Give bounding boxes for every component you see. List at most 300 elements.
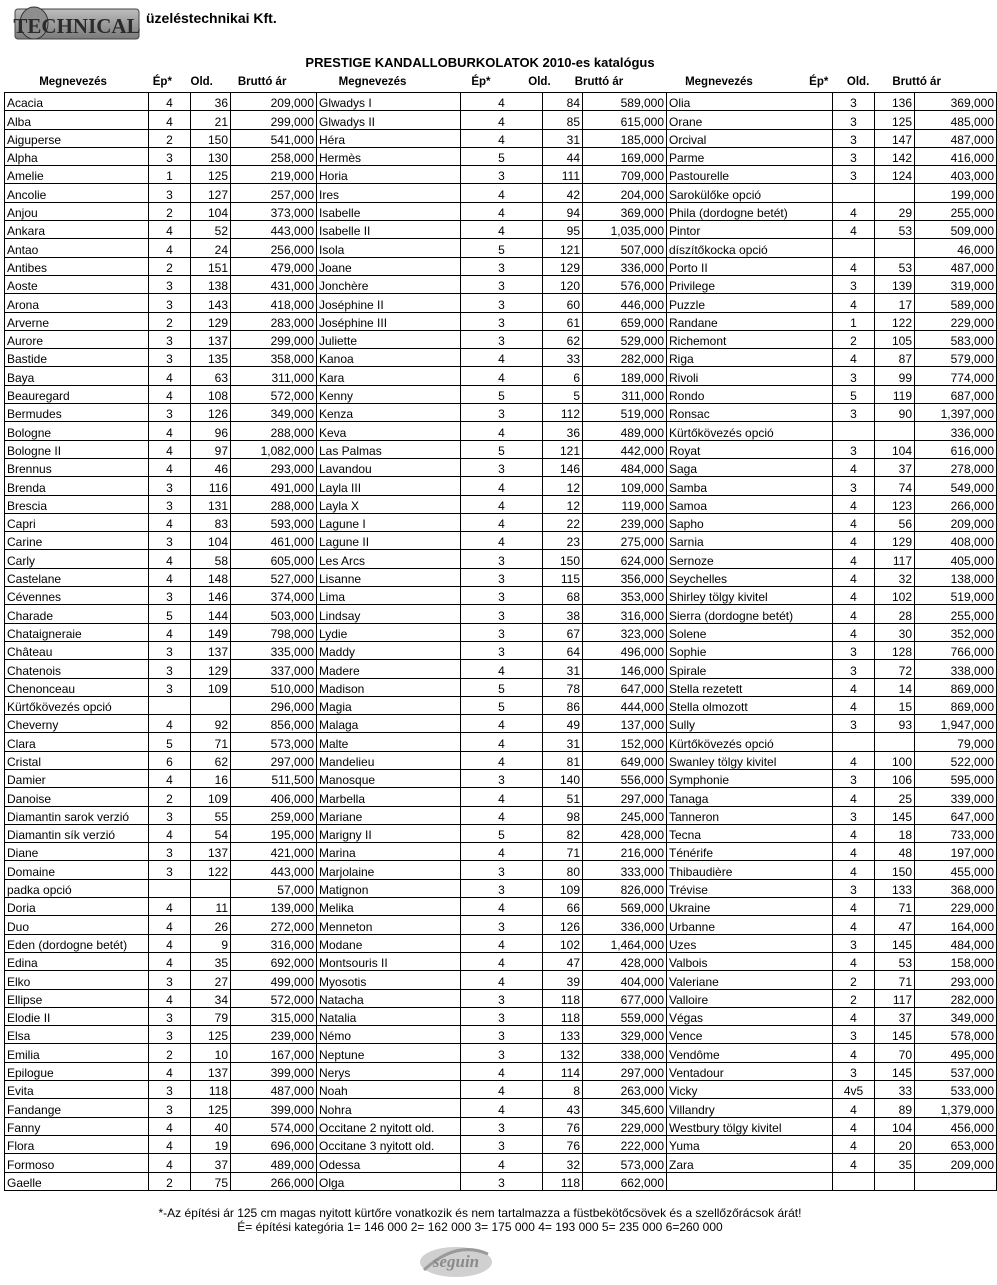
build-category: 4 — [149, 715, 191, 733]
gross-price: 659,000 — [583, 312, 667, 330]
gross-price: 589,000 — [583, 93, 667, 111]
build-category: 4 — [461, 733, 543, 751]
product-name: Joane — [317, 257, 461, 275]
product-name: Matignon — [317, 879, 461, 897]
gross-price: 256,000 — [231, 239, 317, 257]
gross-price: 158,000 — [915, 952, 997, 970]
page-number: 71 — [875, 971, 915, 989]
page-number: 144 — [191, 605, 231, 623]
page-number: 114 — [543, 1062, 583, 1080]
gross-price: 418,000 — [231, 294, 317, 312]
table-row — [5, 879, 997, 897]
product-name: Yuma — [667, 1135, 833, 1153]
gross-price: 79,000 — [915, 733, 997, 751]
product-name: Marigny II — [317, 824, 461, 842]
product-name: Cheverny — [5, 715, 149, 733]
build-category: 4 — [461, 788, 543, 806]
page-number: 118 — [543, 1007, 583, 1025]
gross-price: 495,000 — [915, 1044, 997, 1062]
table-row — [5, 861, 997, 879]
gross-price: 358,000 — [231, 349, 317, 367]
gross-price: 1,464,000 — [583, 934, 667, 952]
build-category: 5 — [461, 385, 543, 403]
product-name: Isola — [317, 239, 461, 257]
build-category: 3 — [833, 641, 875, 659]
build-category: 4 — [149, 1062, 191, 1080]
table-row — [5, 1099, 997, 1117]
product-name: Capri — [5, 513, 149, 531]
page-number: 95 — [543, 221, 583, 239]
page-number: 115 — [543, 568, 583, 586]
build-category — [833, 733, 875, 751]
product-name: Clara — [5, 733, 149, 751]
gross-price: 569,000 — [583, 898, 667, 916]
table-row — [5, 916, 997, 934]
gross-price: 489,000 — [583, 422, 667, 440]
page-number: 126 — [191, 404, 231, 422]
table-row — [5, 312, 997, 330]
build-category: 3 — [461, 1135, 543, 1153]
page-number: 117 — [875, 550, 915, 568]
page-number: 137 — [191, 1062, 231, 1080]
gross-price: 239,000 — [231, 1026, 317, 1044]
build-category: 4 — [833, 257, 875, 275]
build-category: 4 — [833, 861, 875, 879]
build-category: 3 — [461, 879, 543, 897]
build-category: 3 — [833, 477, 875, 495]
page-number: 125 — [875, 111, 915, 129]
build-category: 3 — [833, 367, 875, 385]
table-row — [5, 715, 997, 733]
product-name: Nerys — [317, 1062, 461, 1080]
build-category: 4 — [461, 660, 543, 678]
gross-price: 559,000 — [583, 1007, 667, 1025]
page-number: 72 — [875, 660, 915, 678]
build-category: 5 — [461, 824, 543, 842]
product-name: Maddy — [317, 641, 461, 659]
gross-price: 507,000 — [583, 239, 667, 257]
product-name: Montsouris II — [317, 952, 461, 970]
product-name: Parme — [667, 147, 833, 165]
col-header-name: Megnevezés — [685, 76, 753, 88]
gross-price: 352,000 — [915, 623, 997, 641]
col-header-old: Old. — [846, 76, 870, 88]
page-number: 139 — [875, 275, 915, 293]
gross-price: 487,000 — [915, 257, 997, 275]
product-name: Beauregard — [5, 385, 149, 403]
build-category: 3 — [833, 404, 875, 422]
table-row — [5, 587, 997, 605]
build-category: 2 — [149, 129, 191, 147]
product-name: Odessa — [317, 1154, 461, 1172]
table-row — [5, 751, 997, 769]
product-name: Samba — [667, 477, 833, 495]
gross-price: 733,000 — [915, 824, 997, 842]
product-name: Carine — [5, 532, 149, 550]
page-number: 82 — [543, 824, 583, 842]
product-name: Valloire — [667, 989, 833, 1007]
build-category: 3 — [833, 806, 875, 824]
product-name: Arverne — [5, 312, 149, 330]
page-number: 15 — [875, 696, 915, 714]
product-name: Manosque — [317, 769, 461, 787]
gross-price: 428,000 — [583, 824, 667, 842]
product-name: Brennus — [5, 458, 149, 476]
page-number: 126 — [543, 916, 583, 934]
build-category: 3 — [461, 641, 543, 659]
build-category: 4 — [149, 513, 191, 531]
gross-price: 164,000 — [915, 916, 997, 934]
gross-price: 349,000 — [915, 1007, 997, 1025]
product-name: Swanley tölgy kivitel — [667, 751, 833, 769]
gross-price: 229,000 — [915, 898, 997, 916]
product-name: Malaga — [317, 715, 461, 733]
build-category: 4 — [833, 1154, 875, 1172]
build-category: 4 — [461, 129, 543, 147]
build-category: 4 — [149, 1117, 191, 1135]
build-category: 3 — [149, 404, 191, 422]
page-number: 142 — [875, 147, 915, 165]
gross-price: 624,000 — [583, 550, 667, 568]
page-number: 121 — [543, 239, 583, 257]
gross-price: 46,000 — [915, 239, 997, 257]
build-category: 4 — [461, 898, 543, 916]
product-name: Kürtőkövezés opció — [5, 696, 149, 714]
gross-price: 519,000 — [915, 587, 997, 605]
page-number: 10 — [191, 1044, 231, 1062]
product-name: Lindsay — [317, 605, 461, 623]
page-number: 122 — [875, 312, 915, 330]
gross-price: 209,000 — [915, 513, 997, 531]
gross-price: 574,000 — [231, 1117, 317, 1135]
table-row — [5, 678, 997, 696]
page-number: 35 — [191, 952, 231, 970]
gross-price: 487,000 — [915, 129, 997, 147]
product-name: Rondo — [667, 385, 833, 403]
product-name: Héra — [317, 129, 461, 147]
product-name: Occitane 2 nyitott old. — [317, 1117, 461, 1135]
page-number: 145 — [875, 806, 915, 824]
page-number: 12 — [543, 495, 583, 513]
build-category: 4 — [833, 696, 875, 714]
build-category: 4 — [833, 458, 875, 476]
build-category: 4 — [833, 952, 875, 970]
page-number: 9 — [191, 934, 231, 952]
table-row — [5, 1007, 997, 1025]
gross-price — [915, 1172, 997, 1190]
product-name: Végas — [667, 1007, 833, 1025]
table-row — [5, 1026, 997, 1044]
product-name: Kanoa — [317, 349, 461, 367]
page-number: 64 — [543, 641, 583, 659]
product-name: Kenny — [317, 385, 461, 403]
product-name: Natacha — [317, 989, 461, 1007]
company-name: üzeléstechnikai Kft. — [146, 10, 277, 26]
build-category: 3 — [833, 715, 875, 733]
gross-price: 266,000 — [915, 495, 997, 513]
page-number: 34 — [191, 989, 231, 1007]
build-category: 3 — [833, 934, 875, 952]
table-row — [5, 1172, 997, 1190]
gross-price: 509,000 — [915, 221, 997, 239]
page-number: 70 — [875, 1044, 915, 1062]
build-category: 4 — [149, 221, 191, 239]
product-name: Rivoli — [667, 367, 833, 385]
col-header-ep: Ép* — [809, 76, 829, 88]
product-name: Flora — [5, 1135, 149, 1153]
build-category: 1 — [149, 166, 191, 184]
build-category: 4 — [149, 934, 191, 952]
build-category: 3 — [833, 440, 875, 458]
build-category: 4 — [461, 93, 543, 111]
page-number: 106 — [875, 769, 915, 787]
gross-price: 258,000 — [231, 147, 317, 165]
gross-price: 323,000 — [583, 623, 667, 641]
build-category: 3 — [149, 1026, 191, 1044]
build-category: 3 — [149, 1081, 191, 1099]
seguin-logo — [414, 1240, 498, 1280]
build-category: 4 — [149, 824, 191, 842]
gross-price: 297,000 — [583, 788, 667, 806]
gross-price: 709,000 — [583, 166, 667, 184]
page-number: 117 — [875, 989, 915, 1007]
table-row — [5, 513, 997, 531]
gross-price: 152,000 — [583, 733, 667, 751]
build-category: 3 — [149, 477, 191, 495]
build-category: 4 — [461, 184, 543, 202]
table-row — [5, 660, 997, 678]
build-category: 4 — [149, 952, 191, 970]
table-row — [5, 1081, 997, 1099]
build-category — [149, 696, 191, 714]
page-number — [191, 696, 231, 714]
product-name: Horia — [317, 166, 461, 184]
build-category: 4 — [149, 385, 191, 403]
page-number: 12 — [543, 477, 583, 495]
page-number: 125 — [191, 1026, 231, 1044]
build-category: 4 — [833, 824, 875, 842]
product-name: Layla X — [317, 495, 461, 513]
gross-price: 444,000 — [583, 696, 667, 714]
product-name: Hermès — [317, 147, 461, 165]
page-number: 151 — [191, 257, 231, 275]
build-category: 3 — [833, 660, 875, 678]
page-number: 18 — [875, 824, 915, 842]
product-name: Chataigneraie — [5, 623, 149, 641]
product-name: Modane — [317, 934, 461, 952]
gross-price: 1,379,000 — [915, 1099, 997, 1117]
product-name: Cristal — [5, 751, 149, 769]
product-name: Seychelles — [667, 568, 833, 586]
product-name: Antao — [5, 239, 149, 257]
page-number: 112 — [543, 404, 583, 422]
build-category: 3 — [149, 275, 191, 293]
product-name: Spirale — [667, 660, 833, 678]
gross-price: 263,000 — [583, 1081, 667, 1099]
build-category: 3 — [833, 166, 875, 184]
page-number: 146 — [191, 587, 231, 605]
table-row — [5, 349, 997, 367]
svg-text:TECHNICAL: TECHNICAL — [13, 14, 141, 38]
product-name: Nohra — [317, 1099, 461, 1117]
product-name: Olia — [667, 93, 833, 111]
page-number: 104 — [191, 532, 231, 550]
page-number: 60 — [543, 294, 583, 312]
page-number: 123 — [875, 495, 915, 513]
gross-price: 311,000 — [231, 367, 317, 385]
product-name: Ténérife — [667, 843, 833, 861]
gross-price: 245,000 — [583, 806, 667, 824]
gross-price: 282,000 — [583, 349, 667, 367]
gross-price: 255,000 — [915, 605, 997, 623]
gross-price: 266,000 — [231, 1172, 317, 1190]
product-name: Menneton — [317, 916, 461, 934]
build-category: 4 — [461, 751, 543, 769]
build-category: 4 — [149, 1135, 191, 1153]
build-category: 4 — [149, 367, 191, 385]
build-category: 4 — [833, 1117, 875, 1135]
build-category: 3 — [461, 330, 543, 348]
product-name: Evita — [5, 1081, 149, 1099]
build-category: 4 — [461, 513, 543, 531]
gross-price: 687,000 — [915, 385, 997, 403]
table-row — [5, 202, 997, 220]
table-row — [5, 696, 997, 714]
build-category: 4 — [833, 1135, 875, 1153]
product-name: Zara — [667, 1154, 833, 1172]
build-category: 3 — [149, 678, 191, 696]
gross-price: 677,000 — [583, 989, 667, 1007]
product-name: Carly — [5, 550, 149, 568]
page-number: 121 — [543, 440, 583, 458]
page-number: 51 — [543, 788, 583, 806]
page-number: 131 — [191, 495, 231, 513]
product-name: Chatenois — [5, 660, 149, 678]
product-name: Mariane — [317, 806, 461, 824]
build-category: 5 — [461, 696, 543, 714]
gross-price: 349,000 — [231, 404, 317, 422]
product-name: Arona — [5, 294, 149, 312]
page-number: 6 — [543, 367, 583, 385]
product-name: Tanneron — [667, 806, 833, 824]
product-name: Lagune II — [317, 532, 461, 550]
build-category: 4 — [149, 769, 191, 787]
page-number: 118 — [543, 989, 583, 1007]
build-category: 4 — [461, 1154, 543, 1172]
page-number: 66 — [543, 898, 583, 916]
gross-price: 487,000 — [231, 1081, 317, 1099]
col-header-price: Bruttó ár — [892, 76, 941, 88]
product-name: Elsa — [5, 1026, 149, 1044]
build-category: 2 — [149, 1044, 191, 1062]
build-category: 4 — [833, 495, 875, 513]
product-name: Natalia — [317, 1007, 461, 1025]
page-number: 136 — [875, 93, 915, 111]
page-number: 55 — [191, 806, 231, 824]
product-name: Sierra (dordogne betét) — [667, 605, 833, 623]
page-number: 109 — [191, 678, 231, 696]
gross-price: 583,000 — [915, 330, 997, 348]
page-number: 130 — [191, 147, 231, 165]
page-number: 24 — [191, 239, 231, 257]
build-category: 3 — [461, 769, 543, 787]
product-name: Sarnia — [667, 532, 833, 550]
page-number — [875, 184, 915, 202]
page-number: 62 — [191, 751, 231, 769]
product-name: Sarokülőke opció — [667, 184, 833, 202]
build-category: 4 — [833, 513, 875, 531]
gross-price: 442,000 — [583, 440, 667, 458]
gross-price: 189,000 — [583, 367, 667, 385]
build-category: 3 — [149, 184, 191, 202]
gross-price: 139,000 — [231, 898, 317, 916]
gross-price: 572,000 — [231, 385, 317, 403]
page-number: 98 — [543, 806, 583, 824]
build-category: 3 — [149, 532, 191, 550]
table-row — [5, 824, 997, 842]
build-category: 3 — [833, 147, 875, 165]
gross-price: 578,000 — [915, 1026, 997, 1044]
build-category: 5 — [461, 147, 543, 165]
page-number: 76 — [543, 1117, 583, 1135]
gross-price: 336,000 — [915, 422, 997, 440]
build-category: 3 — [833, 111, 875, 129]
product-name: Doria — [5, 898, 149, 916]
build-category: 4 — [833, 202, 875, 220]
page-number: 99 — [875, 367, 915, 385]
product-name: Orcival — [667, 129, 833, 147]
page-number: 26 — [191, 916, 231, 934]
build-category: 4 — [461, 1099, 543, 1117]
product-name: Castelane — [5, 568, 149, 586]
build-category: 3 — [461, 605, 543, 623]
page-number: 35 — [875, 1154, 915, 1172]
gross-price: 615,000 — [583, 111, 667, 129]
gross-price: 573,000 — [231, 733, 317, 751]
page-number: 84 — [543, 93, 583, 111]
build-category: 3 — [461, 458, 543, 476]
gross-price: 199,000 — [915, 184, 997, 202]
gross-price: 647,000 — [915, 806, 997, 824]
build-category: 3 — [461, 1026, 543, 1044]
page-number: 31 — [543, 733, 583, 751]
col-header-ep: Ép* — [471, 76, 491, 88]
page-number: 132 — [543, 1044, 583, 1062]
product-name: Vicky — [667, 1081, 833, 1099]
page-number: 80 — [543, 861, 583, 879]
page-number: 36 — [543, 422, 583, 440]
product-name — [667, 1172, 833, 1190]
build-category: 3 — [833, 879, 875, 897]
product-name: Vendôme — [667, 1044, 833, 1062]
page-number: 56 — [875, 513, 915, 531]
product-name: Las Palmas — [317, 440, 461, 458]
gross-price: 826,000 — [583, 879, 667, 897]
product-name: Bermudes — [5, 404, 149, 422]
build-category: 4 — [149, 898, 191, 916]
gross-price: 338,000 — [915, 660, 997, 678]
gross-price: 288,000 — [231, 495, 317, 513]
gross-price: 456,000 — [915, 1117, 997, 1135]
build-category: 4 — [461, 806, 543, 824]
page-number: 104 — [875, 1117, 915, 1135]
gross-price: 403,000 — [915, 166, 997, 184]
build-category: 4 — [461, 111, 543, 129]
table-row — [5, 385, 997, 403]
gross-price: 282,000 — [915, 989, 997, 1007]
page-number: 42 — [543, 184, 583, 202]
product-name: Gaelle — [5, 1172, 149, 1190]
